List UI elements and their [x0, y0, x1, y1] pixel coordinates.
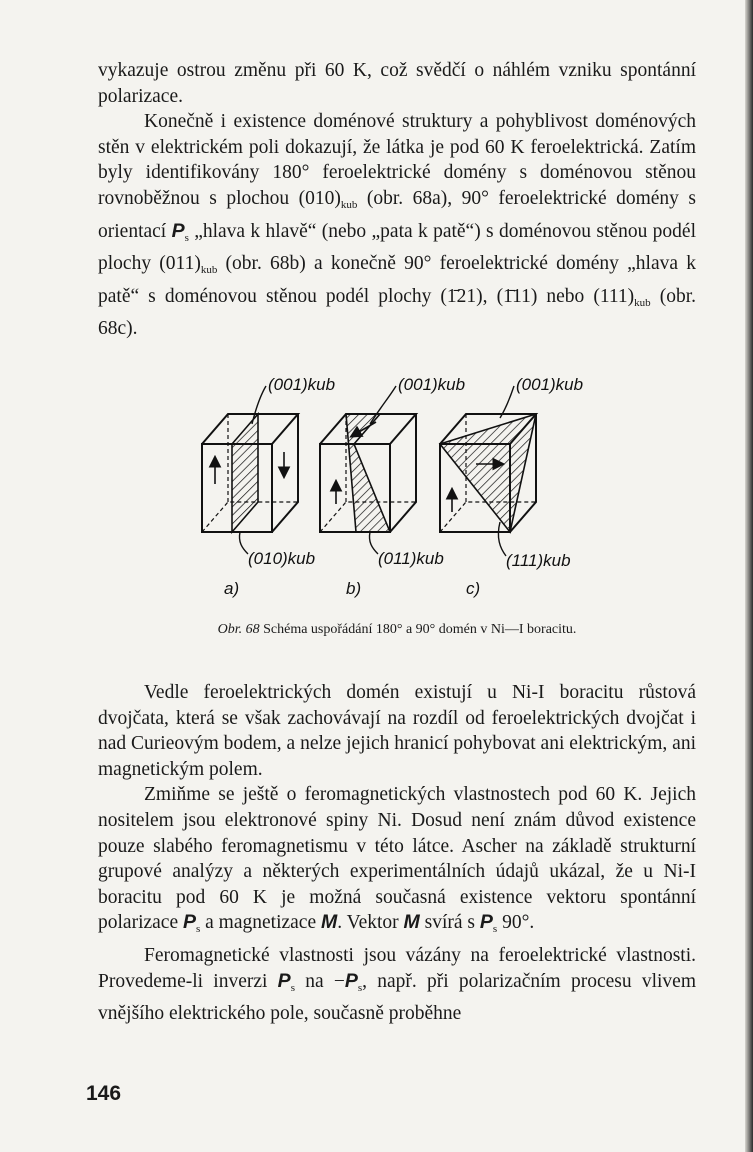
panel-letter-b: b): [346, 579, 362, 598]
paragraph-5: Feromagnetické vlastnosti jsou vázány na feroelektrické vlastnosti. Provedeme-li inverzi $P_s$ na $-P_s$, např. při polarizačním procesu vlivem vnějšího elektrického pole, současně proběhne: [98, 944, 696, 1025]
cube-a: [202, 414, 298, 532]
cube-c: [440, 414, 536, 532]
caption-text: Schéma uspořádání 180° a 90° domén v Ni—I boracitu.: [259, 622, 577, 637]
label-top-a: (001)kub: [268, 375, 336, 394]
figure-68: [180, 372, 620, 612]
text-block-bottom: [98, 680, 696, 1027]
text-block-top: [98, 58, 696, 342]
page-number: 146: [86, 1082, 122, 1105]
cube-b: [320, 414, 416, 532]
label-bottom-c: (111)kub: [506, 551, 571, 570]
panel-letter-a: a): [224, 579, 240, 598]
paragraph-2: Konečně i existence doménové struktury a pohyblivost doménových stěn v elektrickém poli dokazují, že látka je pod 60 K feroelektrická. Zatím byly identifikovány 180° feroelektrické domény s doménovou stěnou rovnoběžnou s plochou $(010)_{kub}$ (obr. 68a), 90° feroelektrické domény s orientací $P_s$ „hlava k hlavě“ (nebo „pata k patě“) s doménovou stěnou podél plochy $(011)_{kub}$ (obr. 68b) a konečně 90° feroelektrické domény „hlava k patě“ s doménovou stěnou podél plochy (1̄21), (1̄11) nebo $(111)_{kub}$ (obr. 68c).: [98, 111, 696, 340]
paragraph-4: Zmiňme se ještě o feromagnetických vlastnostech pod 60 K. Jejich nositelem jsou elektronové spiny Ni. Dosud není znám důvod existence pouze slabého feromagnetismu v této látce. Ascher na základě strukturní grupové analýzy a některých experimentálních údajů ukázal, že u Ni-I boracitu pod 60 K je možná současná existence vektoru spontánní polarizace $P_s$ a magnetizace M. Vektor M svírá s $P_s$ 90°.: [98, 784, 696, 936]
paragraph-3: Vedle feroelektrických domén existují u Ni-I boracitu růstová dvojčata, která se však zachovávají na rozdíl od feroelektrických dvojčat i nad Curieovým bodem, a nelze jejich hranicí pohybovat ani elektrickým, ani magnetickým polem.: [98, 682, 696, 780]
caption-number: Obr. 68: [217, 622, 260, 637]
label-top-b: (001)kub: [398, 375, 466, 394]
label-bottom-b: (011)kub: [378, 549, 444, 568]
page-edge-shadow: [745, 0, 753, 1152]
panel-letter-c: c): [466, 579, 481, 598]
figure-caption: [98, 622, 696, 638]
label-top-c: (001)kub: [516, 375, 584, 394]
domain-diagram: [180, 372, 620, 612]
paragraph-1: vykazuje ostrou změnu při 60 K, což svědčí o náhlém vzniku spontánní polarizace.: [98, 60, 696, 107]
label-bottom-a: (010)kub: [248, 549, 316, 568]
